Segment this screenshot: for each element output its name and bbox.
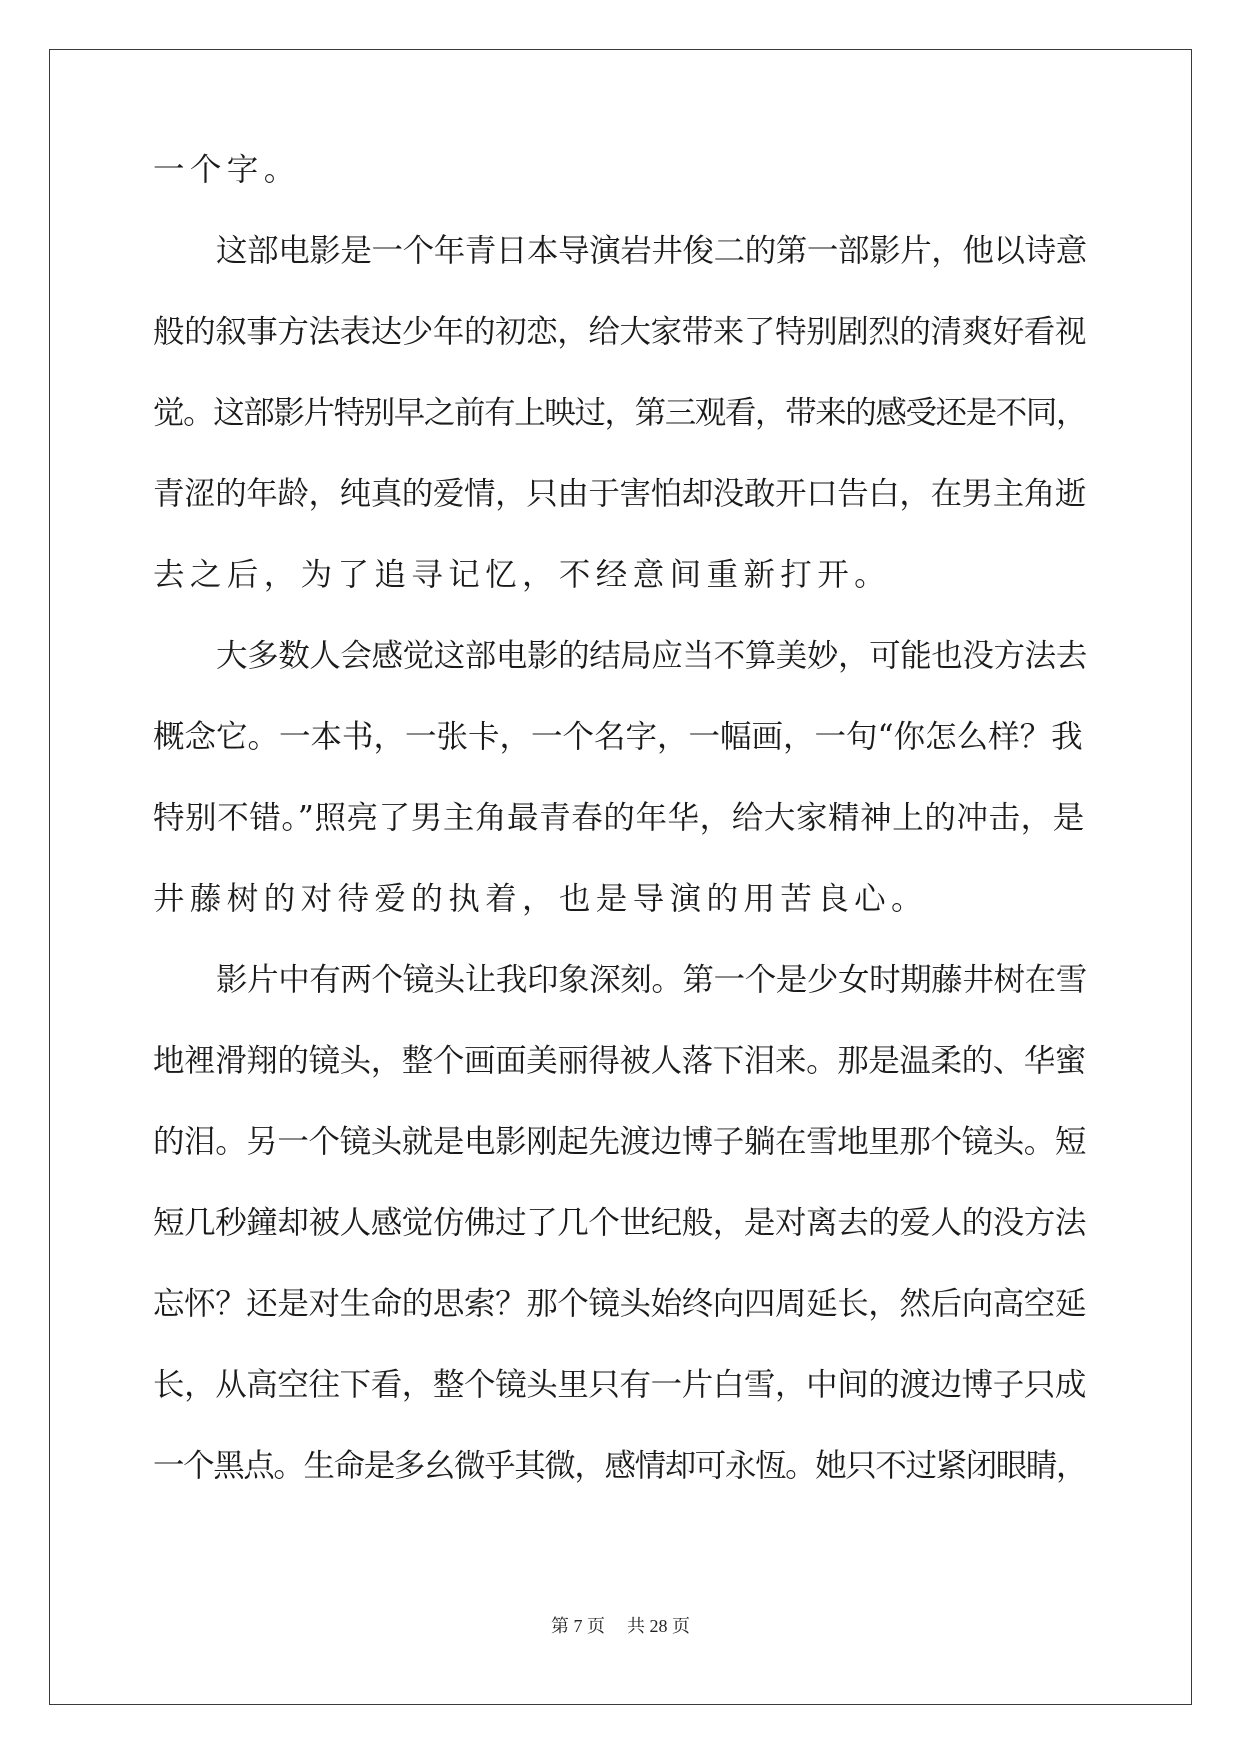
text-line: 特别不错。”照亮了男主角最青春的年华，给大家精神上的冲击，是 <box>153 800 1085 836</box>
paragraph-first-line: 这部电影是一个年青日本导演岩井俊二的第一部影片，他以诗意 <box>216 233 1087 269</box>
text-line: 忘怀？还是对生命的思索？那个镜头始终向四周延长，然后向高空延 <box>153 1286 1087 1322</box>
text-line: 去之后，为了追寻记忆，不经意间重新打开。 <box>153 557 892 593</box>
text-line: 的泪。另一个镜头就是电影刚起先渡边博子躺在雪地里那个镜头。短 <box>153 1124 1087 1160</box>
text-line: 觉。这部影片特别早之前有上映过，第三观看，带来的感受还是不同， <box>153 395 1087 431</box>
text-line: 概念它。一本书，一张卡，一个名字，一幅画，一句“你怎么样？我 <box>153 719 1083 755</box>
text-line: 一个黑点。生命是多幺微乎其微，感情却可永恆。她只不过紧闭眼睛， <box>153 1448 1087 1484</box>
text-line: 一个字。 <box>153 152 301 188</box>
text-line: 般的叙事方法表达少年的初恋，给大家带来了特别剧烈的清爽好看视 <box>153 314 1087 350</box>
paragraph-first-line: 影片中有两个镜头让我印象深刻。第一个是少女时期藤井树在雪 <box>216 962 1087 998</box>
text-line: 井藤树的对待爱的执着，也是导演的用苦良心。 <box>153 881 928 917</box>
text-line: 长，从高空往下看，整个镜头里只有一片白雪，中间的渡边博子只成 <box>153 1367 1087 1403</box>
page-total: 共 28 页 <box>627 1616 690 1636</box>
paragraph-first-line: 大多数人会感觉这部电影的结局应当不算美妙，可能也没方法去 <box>216 638 1087 674</box>
text-line: 青涩的年龄，纯真的爱情，只由于害怕却没敢开口告白，在男主角逝 <box>153 476 1087 512</box>
page-number: 第 7 页 <box>551 1616 605 1636</box>
text-line: 地裡滑翔的镜头，整个画面美丽得被人落下泪来。那是温柔的、华蜜 <box>153 1043 1087 1079</box>
text-line: 短几秒鐘却被人感觉仿佛过了几个世纪般，是对离去的爱人的没方法 <box>153 1205 1087 1241</box>
page-footer <box>0 1614 1241 1639</box>
